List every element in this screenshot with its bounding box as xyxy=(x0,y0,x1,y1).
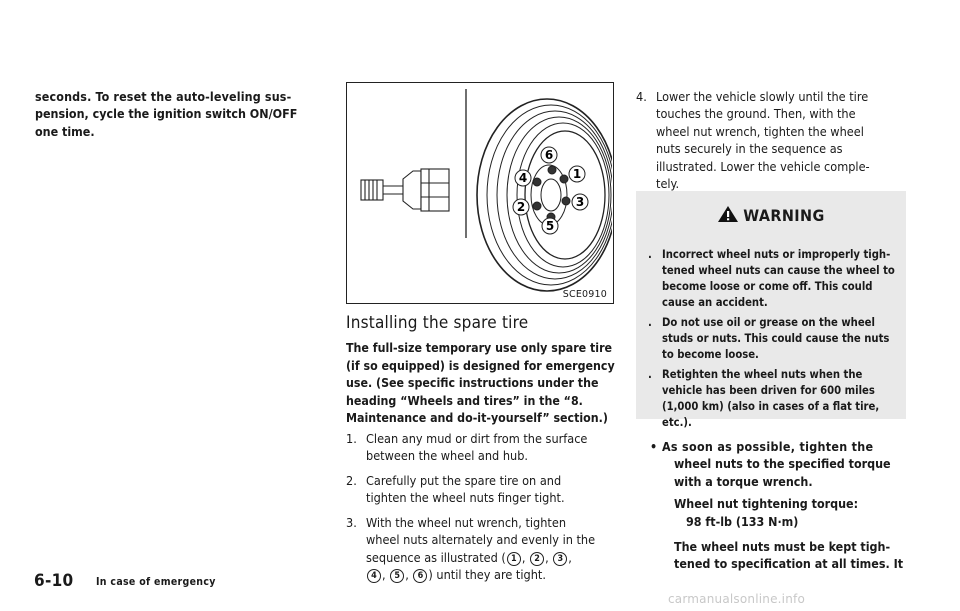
text-fragment: ) until they are tight. xyxy=(428,567,546,583)
warning-title xyxy=(636,205,906,225)
nut-label-4: 4 xyxy=(518,171,528,185)
nut-label-2: 2 xyxy=(516,200,526,214)
tire-drawing xyxy=(477,99,612,291)
bullet-dot: • xyxy=(650,439,658,454)
nut-label-1: 1 xyxy=(572,167,582,181)
text-line: (if so equipped) is designed for emergency xyxy=(346,358,615,373)
text-line: 4 , 5 , 6 ) until they are tight. xyxy=(366,566,618,583)
text-line: The wheel nuts must be kept tigh- xyxy=(674,539,891,555)
text-line: use. (See specific instructions under the xyxy=(346,376,599,391)
step-number: 1. xyxy=(346,431,357,446)
text-line: The full-size temporary use only spare tire xyxy=(346,341,613,355)
text-line: With the wheel nut wrench, tighten xyxy=(366,515,566,530)
text-line: As soon as possible, tighten the xyxy=(662,439,874,454)
wheel-nut-figure xyxy=(346,82,614,304)
torque-bullet xyxy=(636,438,908,573)
intro-paragraph xyxy=(346,340,616,428)
text-line: nuts securely in the sequence as xyxy=(656,141,843,157)
circled-number-3: 3 xyxy=(553,552,567,566)
warning-item-3 xyxy=(648,367,896,431)
text-line: to become loose. xyxy=(662,348,759,361)
text-line: Do not use oil or grease on the wheel xyxy=(662,316,875,329)
step-number: 2. xyxy=(346,473,357,488)
text-line: become loose or come off. This could xyxy=(662,280,873,293)
tire-illustration xyxy=(347,83,612,302)
text-line: tened wheel nuts can cause the wheel to xyxy=(662,264,895,277)
text-line: tighten the wheel nuts finger tight. xyxy=(366,490,565,506)
text-line: with a torque wrench. xyxy=(674,473,813,489)
warning-triangle-icon xyxy=(717,205,739,223)
text-line: tely. xyxy=(656,176,680,192)
text-line: sequence as illustrated ( 1 , 2 , 3 , xyxy=(366,549,572,565)
torque-label: Wheel nut tightening torque: xyxy=(674,496,859,512)
circled-number-1: 1 xyxy=(507,552,521,566)
watermark: carmanualsonline.info xyxy=(668,592,805,606)
page-number: 6-10 xyxy=(34,571,74,591)
text-line: Incorrect wheel nuts or improperly tigh- xyxy=(662,248,891,261)
circled-number-5: 5 xyxy=(390,569,404,583)
text-line: Lower the vehicle slowly until the tire xyxy=(656,89,869,104)
chapter-title: In case of emergency xyxy=(96,576,216,588)
text-line: tened to specification at all times. It xyxy=(674,556,904,572)
wheel-nut-side-view xyxy=(361,169,449,211)
text-line: Carefully put the spare tire on and xyxy=(366,473,562,488)
text-line: touches the ground. Then, with the xyxy=(656,106,856,122)
text-line: Maintenance and do-it-yourself” section.) xyxy=(346,411,608,426)
bullet-dot: . xyxy=(648,368,652,381)
warning-title-text: WARNING xyxy=(743,206,825,225)
circled-number-2: 2 xyxy=(530,552,544,566)
warning-box xyxy=(636,191,906,429)
text-line: (1,000 km) (also in cases of a flat tire, xyxy=(662,400,880,413)
nut-label-5: 5 xyxy=(545,219,555,233)
circled-number-6: 6 xyxy=(413,569,427,583)
text-line: Retighten the wheel nuts when the xyxy=(662,368,863,381)
text-line: seconds. To reset the auto-leveling sus- xyxy=(35,89,292,104)
nut-label-3: 3 xyxy=(575,195,585,209)
step-number: 4. xyxy=(636,89,647,104)
text-line: heading “Wheels and tires” in the “8. xyxy=(346,393,583,408)
step-3 xyxy=(346,514,618,584)
warning-item-1 xyxy=(648,247,896,311)
torque-value: 98 ft-lb (133 N·m) xyxy=(686,513,799,529)
continued-paragraph xyxy=(35,88,335,140)
text-line: wheel nuts alternately and evenly in the xyxy=(366,532,596,548)
text-line: wheel nut wrench, tighten the wheel xyxy=(656,123,864,139)
figure-caption: SCE0910 xyxy=(562,289,607,300)
text-line: between the wheel and hub. xyxy=(366,448,529,464)
text-line: vehicle has been driven for 600 miles xyxy=(662,384,875,397)
text-line: Clean any mud or dirt from the surface xyxy=(366,431,588,446)
text-line: pension, cycle the ignition switch ON/OFF xyxy=(35,106,298,122)
step-4 xyxy=(636,88,908,192)
text-line: etc.). xyxy=(662,416,692,429)
nut-label-6: 6 xyxy=(544,148,554,162)
text-line: one time. xyxy=(35,123,95,139)
text-fragment: sequence as illustrated ( xyxy=(366,549,506,565)
circled-number-4: 4 xyxy=(367,569,381,583)
text-line: studs or nuts. This could cause the nuts xyxy=(662,332,890,345)
text-line: cause an accident. xyxy=(662,296,768,309)
step-number: 3. xyxy=(346,515,357,530)
step-2 xyxy=(346,472,618,507)
bullet-dot: . xyxy=(648,248,652,261)
text-line: wheel nuts to the specified torque xyxy=(674,456,891,472)
bullet-dot: . xyxy=(648,316,652,329)
section-heading: Installing the spare tire xyxy=(346,313,529,333)
warning-item-2 xyxy=(648,315,896,363)
step-1 xyxy=(346,430,618,465)
text-line: illustrated. Lower the vehicle comple- xyxy=(656,158,870,174)
